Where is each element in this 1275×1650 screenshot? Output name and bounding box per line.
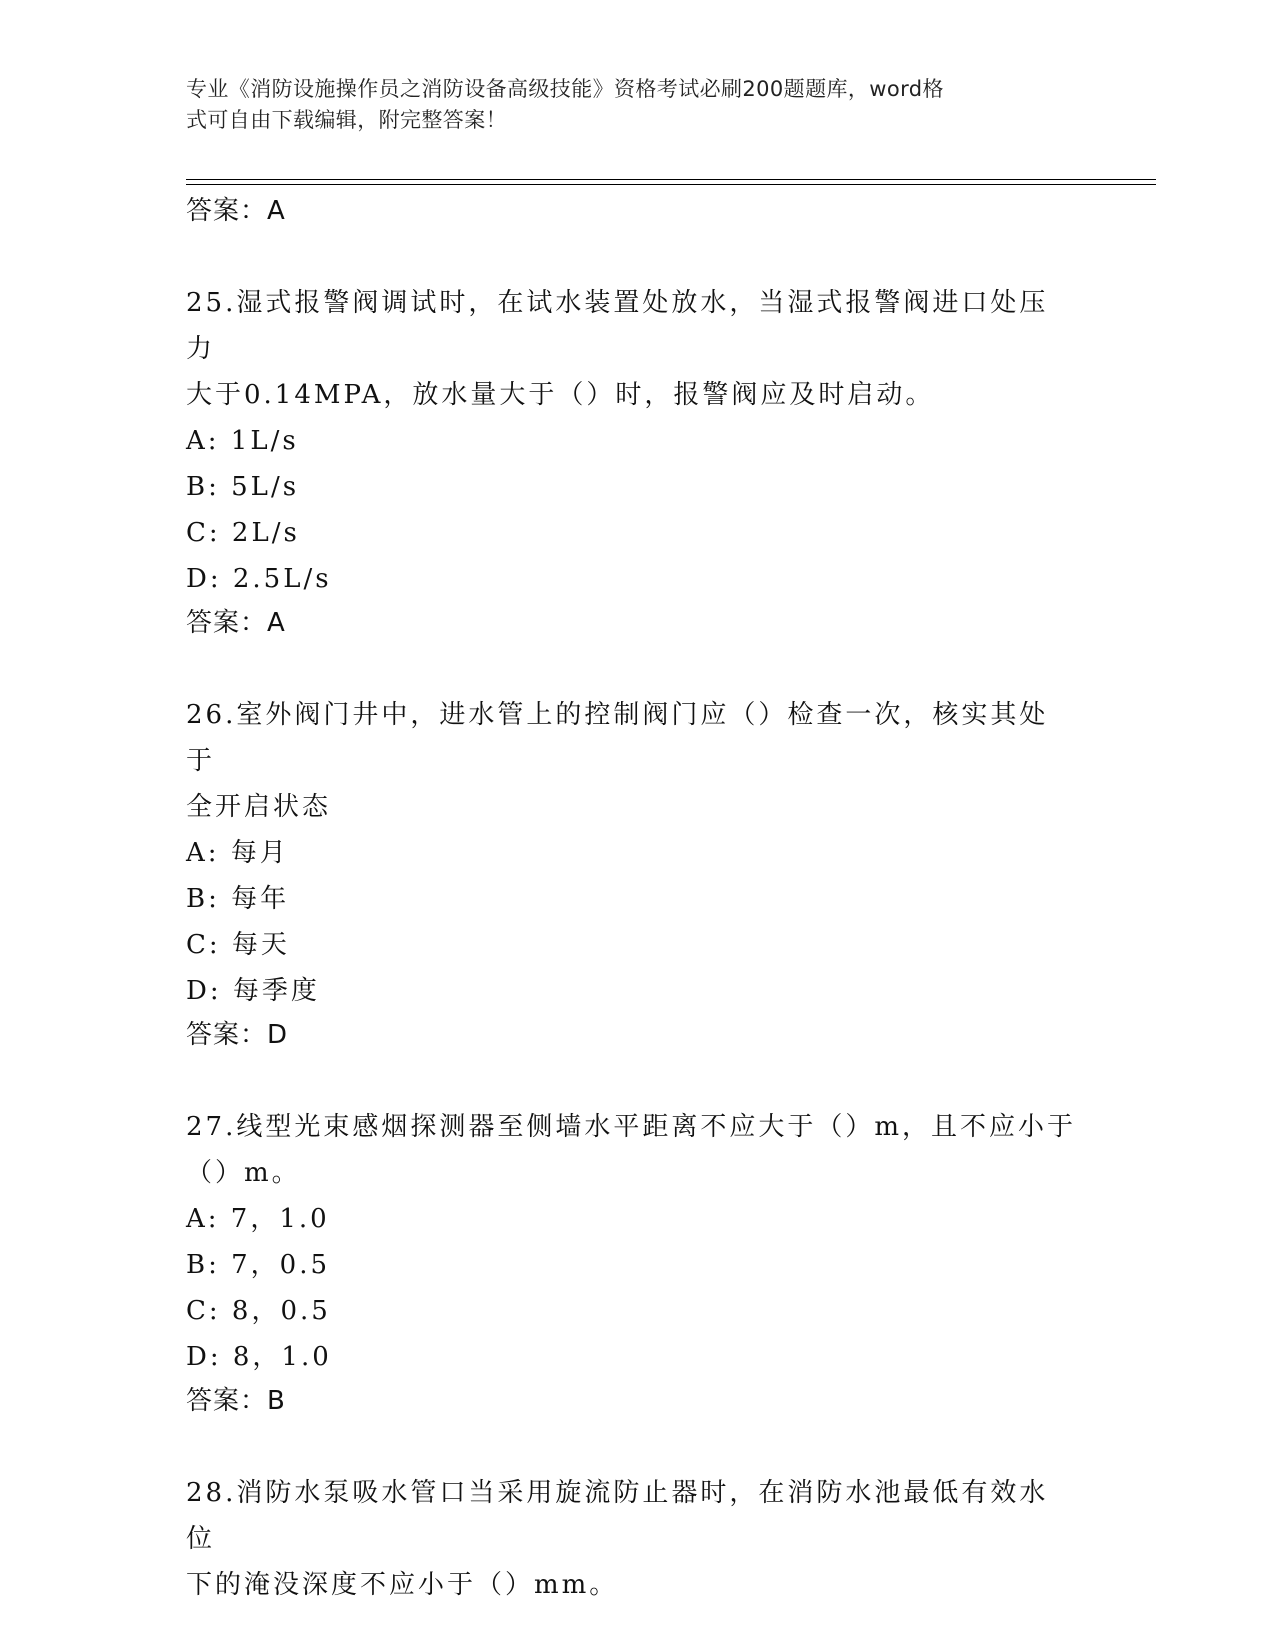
question-text-line: 28.消防水泵吸水管口当采用旋流防止器时，在消防水池最低有效水位: [186, 1478, 1049, 1554]
question-26: [186, 692, 1076, 1056]
question-text-line: 26.室外阀门井中，进水管上的控制阀门应（）检查一次，核实其处于: [186, 700, 1049, 776]
header-divider-bottom: [186, 184, 1156, 185]
option-d: D: 每季度: [186, 976, 320, 1006]
question-text-line: 27.线型光束感烟探测器至侧墙水平距离不应大于（）m，且不应小于: [186, 1112, 1077, 1142]
question-text-line: （）m。: [186, 1158, 301, 1188]
header-line-2: 式可自由下载编辑，附完整答案！: [186, 108, 507, 132]
option-c: C: 每天: [186, 930, 290, 960]
previous-answer: 答案：A: [186, 196, 286, 226]
option-d: D: 2.5L/s: [186, 564, 332, 594]
question-text-line: 大于0.14MPA，放水量大于（）时，报警阀应及时启动。: [186, 380, 935, 410]
question-text-line: 25.湿式报警阀调试时，在试水装置处放水，当湿式报警阀进口处压力: [186, 288, 1049, 364]
option-c: C: 2L/s: [186, 518, 300, 548]
option-d: D: 8，1.0: [186, 1342, 332, 1372]
question-text-line: 全开启状态: [186, 792, 332, 822]
question-28: [186, 1470, 1076, 1608]
answer-label: 答案：B: [186, 1386, 286, 1416]
header-divider-top: [186, 179, 1156, 180]
question-list: [186, 190, 1076, 1608]
option-c: C: 8，0.5: [186, 1296, 331, 1326]
answer-label: 答案：D: [186, 1020, 289, 1050]
question-27: [186, 1104, 1076, 1422]
answer-label: 答案：A: [186, 608, 286, 638]
document-header: [186, 74, 1066, 136]
question-text-line: 下的淹没深度不应小于（）mm。: [186, 1570, 619, 1600]
option-b: B: 7，0.5: [186, 1250, 331, 1280]
header-line-1: 专业《消防设施操作员之消防设备高级技能》资格考试必刷200题题库，word格: [186, 77, 944, 101]
option-b: B: 5L/s: [186, 472, 300, 502]
option-a: A: 每月: [186, 838, 289, 868]
question-25: [186, 280, 1076, 644]
option-a: A: 1L/s: [186, 426, 299, 456]
option-b: B: 每年: [186, 884, 290, 914]
option-a: A: 7，1.0: [186, 1204, 330, 1234]
